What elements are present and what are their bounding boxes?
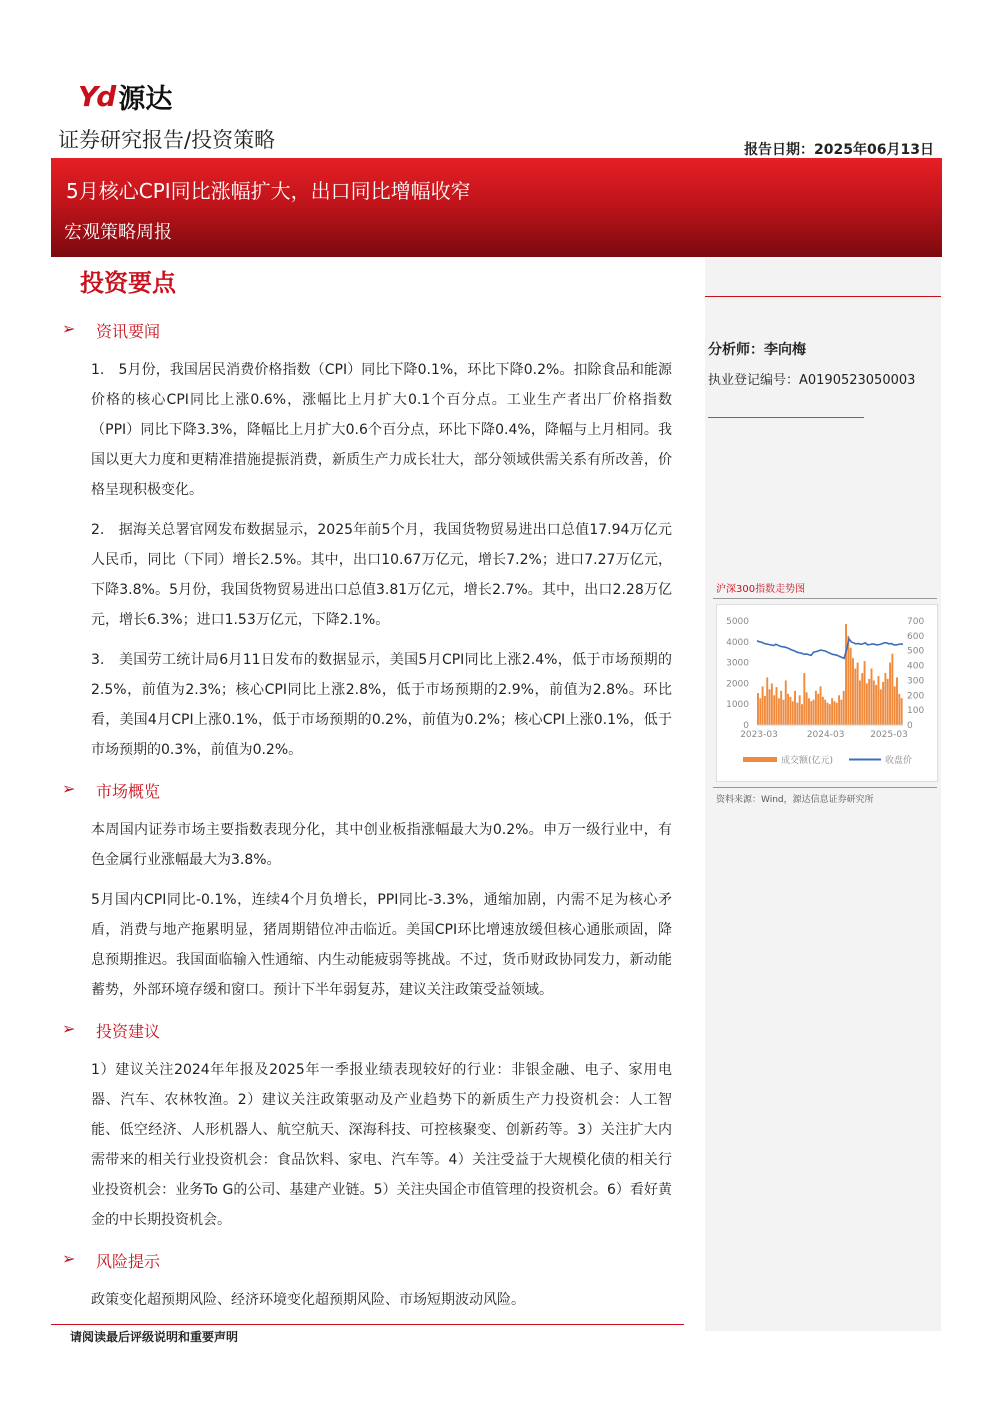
volume-bar [868, 679, 870, 725]
heading-news: 资讯要闻 [96, 322, 161, 341]
right-tick-label: 400 [907, 661, 925, 672]
heading-risk: 风险提示 [96, 1252, 161, 1271]
volume-bar [891, 654, 893, 725]
volume-bar [794, 691, 796, 725]
right-tick-label: 100 [907, 706, 925, 717]
footer-notice: 请阅读最后评级说明和重要声明 [70, 1330, 239, 1344]
volume-bar [757, 693, 759, 725]
paragraph: 2. 据海关总署官网发布数据显示，2025年前5个月，我国货物贸易进出口总值17.94万亿元人民币，同比（下同）增长2.5%。其中，出口10.67万亿元，增长7.2%；进口7.27万亿元，下降3.8%。5月份，我国货物贸易进出口总值3.81万亿元，增长2.7%。其中，出口2.28万亿元，增长6.3%；进口1.53万亿元，下降2.1%。 [91, 522, 672, 628]
legend-label-volume: 成交额(亿元) [781, 756, 834, 766]
volume-bar [896, 677, 898, 725]
volume-bar [831, 698, 833, 725]
volume-bar [827, 703, 829, 725]
index-chart [716, 604, 938, 782]
legend-label-close: 收盘价 [885, 756, 913, 766]
volume-bar [766, 677, 768, 725]
close-price-line [757, 639, 903, 659]
volume-bar [882, 682, 884, 725]
left-tick-label: 3000 [726, 658, 749, 669]
volume-bar [778, 698, 780, 725]
volume-bar [806, 692, 808, 725]
volume-bar [875, 685, 877, 725]
volume-bar [764, 696, 766, 725]
volume-bar [759, 698, 761, 725]
left-tick-label: 0 [743, 721, 749, 731]
volume-bar [859, 680, 861, 725]
volume-bar [829, 704, 831, 725]
volume-bar [857, 663, 859, 725]
title-banner [51, 158, 942, 257]
heading-advice: 投资建议 [96, 1022, 161, 1041]
analyst-registration: 执业登记编号：A0190523050003 [708, 373, 916, 388]
paragraph: 5月国内CPI同比-0.1%，连续4个月负增长，PPI同比-3.3%，通缩加剧，内需不足为核心矛盾，消费与地产拖累明显，猪周期错位冲击临近。美国CPI环比增速放缓但核心通胀顽固，降息预期推迟。我国面临输入性通缩、内生动能疲弱等挑战。不过，货币财政协同发力，新动能蓄势，外部环境存缓和窗口。预计下半年弱复苏，建议关注政策受益领域。 [91, 892, 672, 998]
report-date: 报告日期：2025年06月13日 [744, 142, 934, 158]
right-tick-label: 200 [907, 691, 925, 702]
volume-bar [866, 683, 868, 725]
volume-bar [789, 697, 791, 725]
logo-text: 源达 [118, 83, 173, 115]
volume-bar [880, 689, 882, 725]
volume-bar [803, 673, 805, 725]
volume-bar [894, 686, 896, 725]
volume-bar [864, 661, 866, 725]
x-tick-label: 2023-03 [740, 730, 778, 740]
volume-bar [840, 700, 842, 725]
volume-bar [801, 704, 803, 725]
legend-swatch-volume [743, 757, 777, 762]
volume-bar [836, 703, 838, 725]
volume-bar [824, 700, 826, 725]
sidebar-divider [705, 296, 941, 297]
bullet-arrow-icon: ➢ [62, 1249, 76, 1268]
volume-bar [854, 669, 856, 725]
volume-bar [887, 679, 889, 725]
volume-bar [769, 689, 771, 725]
volume-bar [808, 698, 810, 725]
report-title: 5月核心CPI同比涨幅扩大，出口同比增幅收窄 [66, 179, 471, 203]
volume-bar [820, 686, 822, 725]
paragraph: 政策变化超预期风险、经济环境变化超预期风险、市场短期波动风险。 [91, 1292, 525, 1308]
company-logo [78, 79, 173, 115]
footer-divider [51, 1324, 684, 1325]
bullet-arrow-icon: ➢ [62, 779, 76, 798]
paragraph: 3. 美国劳工统计局6月11日发布的数据显示，美国5月CPI同比上涨2.4%，低于市场预期的2.5%，前值为2.3%；核心CPI同比上涨2.8%，低于市场预期的2.9%，前值为2.8%。环比看，美国4月CPI上涨0.1%，低于市场预期的0.2%，前值为0.2%；核心CPI上涨0.1%，低于市场预期的0.3%，前值为0.2%。 [91, 652, 672, 758]
left-tick-label: 4000 [726, 637, 749, 648]
section-title: 投资要点 [80, 269, 176, 297]
volume-bar [796, 703, 798, 725]
volume-bar [782, 700, 784, 725]
volume-bar [785, 680, 787, 725]
heading-market: 市场概览 [96, 782, 161, 801]
volume-bar [873, 680, 875, 725]
report-type: 证券研究报告/投资策略 [58, 128, 276, 152]
chart-title: 沪深300指数走势图 [716, 584, 806, 595]
volume-bar [847, 636, 849, 725]
volume-bar [833, 701, 835, 725]
volume-bar [861, 673, 863, 725]
paragraph: 1. 5月份，我国居民消费价格指数（CPI）同比下降0.1%，环比下降0.2%。扣除食品和能源价格的核心CPI同比上涨0.6%，涨幅比上月扩大0.1个百分点。工业生产者出厂价格指数（PPI）同比下降3.3%，降幅比上月扩大0.6个百分点，环比下降0.4%，降幅与上月相同。我国以更大力度和更精准措施提振消费，新质生产力成长壮大，部分领域供需关系有所改善，价格呈现积极变化。 [91, 362, 672, 498]
right-tick-label: 500 [907, 646, 925, 657]
left-tick-label: 5000 [726, 617, 749, 627]
right-tick-label: 0 [907, 721, 913, 731]
volume-bar [762, 686, 764, 725]
logo-mark: Yd [78, 79, 115, 113]
report-subtitle: 宏观策略周报 [64, 222, 172, 243]
volume-bar [810, 701, 812, 725]
volume-bar [787, 694, 789, 725]
chart-rule-bottom [713, 787, 937, 788]
volume-bar [871, 669, 873, 725]
volume-bar [843, 691, 845, 725]
volume-bar [889, 663, 891, 725]
bullet-arrow-icon: ➢ [62, 319, 76, 338]
volume-bar [898, 694, 900, 725]
volume-bar [771, 683, 773, 725]
volume-bar [780, 691, 782, 725]
volume-bar [815, 691, 817, 725]
bullet-arrow-icon: ➢ [62, 1019, 76, 1038]
volume-bar [799, 695, 801, 725]
volume-bar [822, 697, 824, 725]
volume-bar [850, 648, 852, 725]
volume-bar [773, 695, 775, 725]
volume-bar [901, 698, 903, 725]
volume-bar [792, 701, 794, 725]
paragraph: 1）建议关注2024年年报及2025年一季报业绩表现较好的行业：非银金融、电子、家用电器、汽车、农林牧渔。2）建议关注政策驱动及产业趋势下的新质生产力投资机会：人工智能、低空经济、人形机器人、航空航天、深海科技、可控核聚变、创新药等。3）关注扩大内需带来的相关行业投资机会：食品饮料、家电、汽车等。4）关注受益于大规模化债的相关行业投资机会：业务To G的公司、基建产业链。5）关注央国企市值管理的投资机会。6）看好黄金的中长期投资机会。 [91, 1062, 672, 1228]
volume-bar [817, 694, 819, 725]
volume-bar [878, 676, 880, 725]
analyst-name: 分析师：李向梅 [708, 342, 806, 358]
volume-bar [884, 673, 886, 725]
right-tick-label: 600 [907, 631, 925, 642]
index-chart-svg [717, 605, 937, 781]
left-tick-label: 1000 [726, 700, 749, 711]
left-tick-label: 2000 [726, 679, 749, 690]
volume-bar [845, 624, 847, 725]
volume-bar [852, 658, 854, 725]
volume-bar [813, 700, 815, 725]
paragraph: 本周国内证券市场主要指数表现分化，其中创业板指涨幅最大为0.2%。申万一级行业中，有色金属行业涨幅最大为3.8%。 [91, 822, 672, 868]
volume-bar [776, 687, 778, 725]
sidebar-divider-blue [708, 417, 864, 418]
right-tick-label: 300 [907, 676, 925, 687]
x-tick-label: 2025-03 [870, 730, 908, 740]
right-tick-label: 700 [907, 617, 925, 627]
chart-rule-top [713, 598, 937, 599]
chart-source: 资料来源：Wind，源达信息证券研究所 [716, 795, 874, 805]
x-tick-label: 2024-03 [806, 730, 845, 740]
volume-bar [838, 695, 840, 725]
